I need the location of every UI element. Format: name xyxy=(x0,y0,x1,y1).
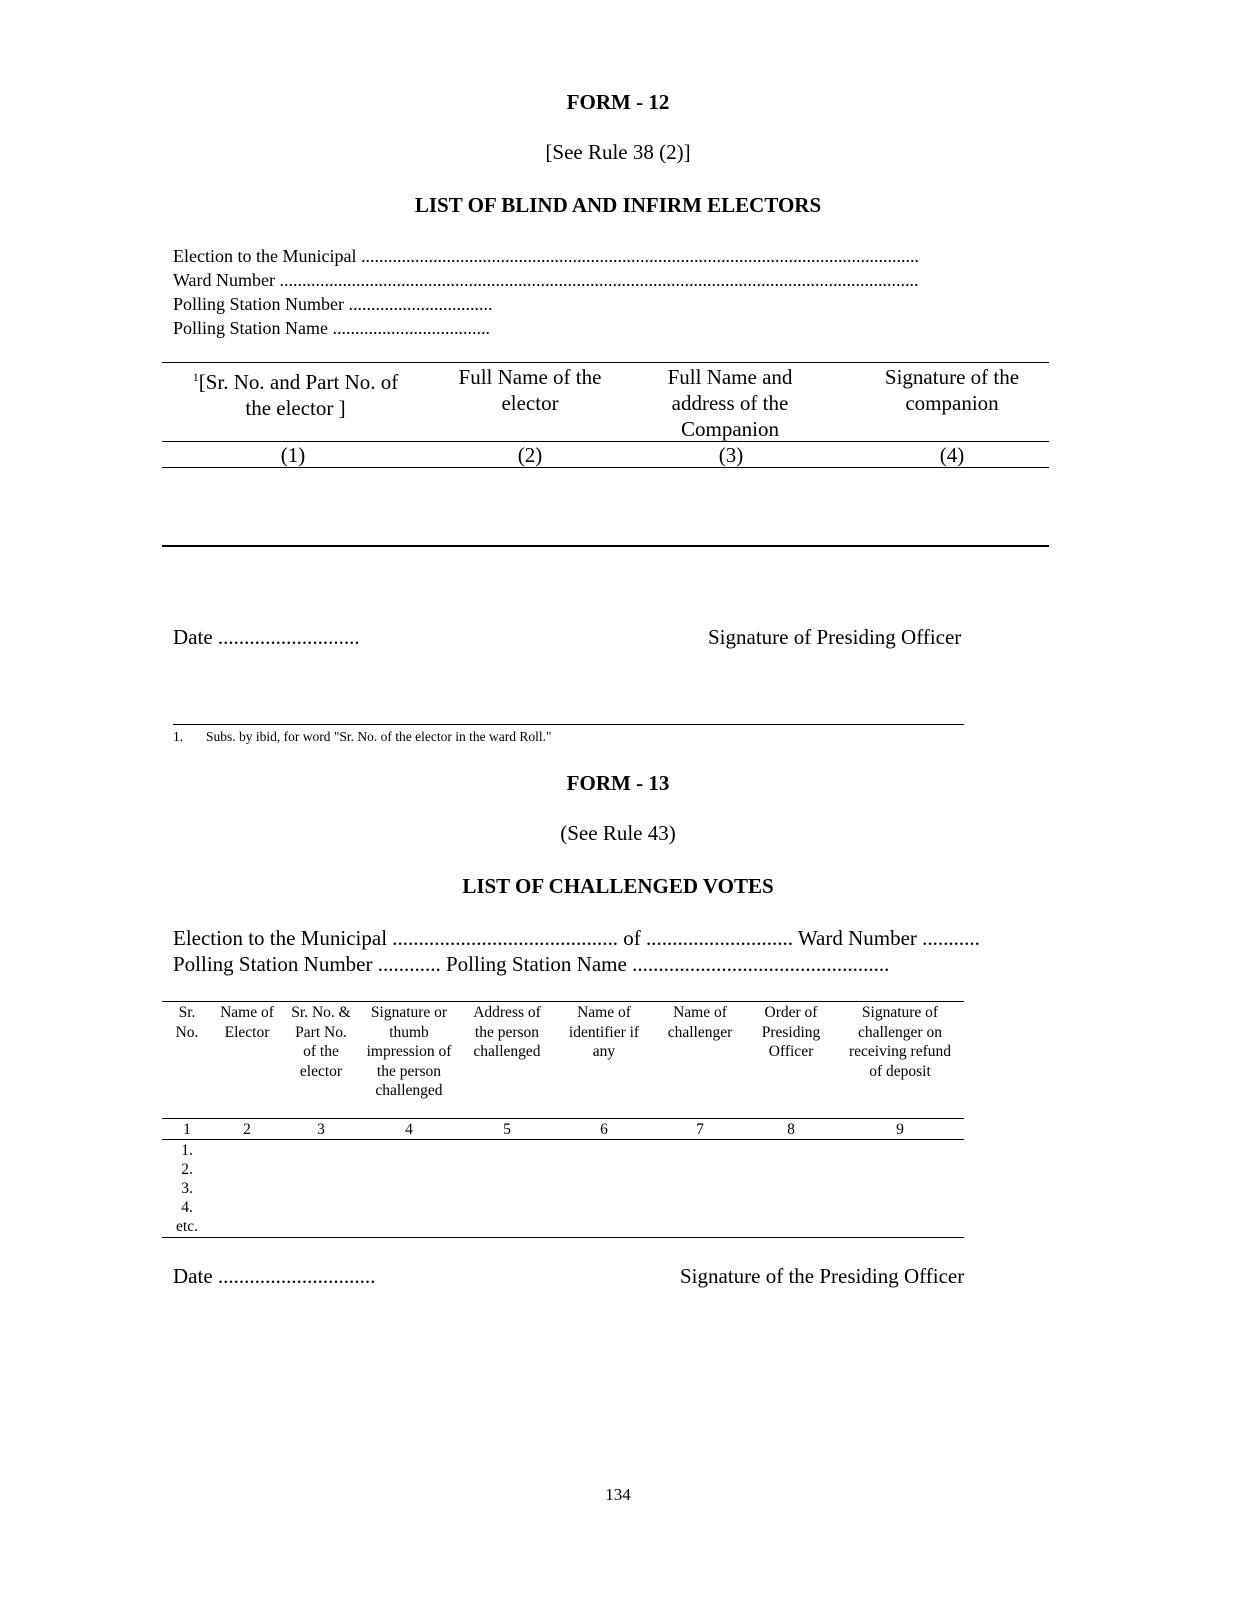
footnote-number: 1. xyxy=(173,729,184,744)
table13-bottom-rule xyxy=(162,1237,964,1238)
form13-signature: Signature of the Presiding Officer xyxy=(680,1264,965,1288)
field-ps-number: Polling Station Number ................................ xyxy=(173,294,493,314)
table12-header-4: Signature of the companion xyxy=(884,365,1020,415)
table13-header-2: Name of Elector xyxy=(220,1004,274,1041)
table13-num-2: 2 xyxy=(243,1121,251,1138)
table12-num-1: (1) xyxy=(280,443,306,467)
table13-num-6: 6 xyxy=(600,1121,608,1138)
table13-header-9: Signature of challenger on receiving refund of deposit xyxy=(849,1004,951,1080)
footnote-text: Subs. by ibid, for word "Sr. No. of the elector in the ward Roll." xyxy=(206,729,552,744)
table13-num-7: 7 xyxy=(696,1121,704,1138)
table13-row-label: 1. xyxy=(181,1142,193,1159)
form13-heading: LIST OF CHALLENGED VOTES xyxy=(462,874,774,898)
form13-line-1: Election to the Municipal ........................................... of ............................ Ward Number ........... xyxy=(173,926,980,950)
table13-header-rule xyxy=(162,1118,964,1119)
table12-header-1 xyxy=(178,364,413,421)
table13-header-1: Sr. No. xyxy=(175,1004,199,1041)
table13-number-rule xyxy=(162,1139,964,1140)
table13-header-8: Order of Presiding Officer xyxy=(761,1004,821,1061)
table12-bottom-rule xyxy=(162,545,1049,547)
table12-header-2: Full Name of the elector xyxy=(458,365,602,415)
form12-fields xyxy=(173,244,1053,340)
table13-header-4: Signature or thumb impression of the person challenged xyxy=(366,1004,452,1100)
form13-line-2: Polling Station Number ............ Polling Station Name ................................................. xyxy=(173,952,890,976)
table12-header-1-text: [Sr. No. and Part No. of the elector ] xyxy=(198,370,399,420)
form13-title: FORM - 13 xyxy=(566,771,670,795)
table13-top-rule xyxy=(162,1001,964,1002)
table12-num-3: (3) xyxy=(718,443,744,467)
table13-header-5: Address of the person challenged xyxy=(473,1004,541,1061)
table12-number-rule xyxy=(162,467,1049,468)
table13-header-3: Sr. No. & Part No. of the elector xyxy=(291,1004,351,1080)
form13-rule: (See Rule 43) xyxy=(560,821,676,845)
table13-num-8: 8 xyxy=(787,1121,795,1138)
field-election: Election to the Municipal ............................................................................................................................ xyxy=(173,246,919,266)
form12-rule: [See Rule 38 (2)] xyxy=(545,140,691,164)
table13-row-label: 3. xyxy=(181,1180,193,1197)
table12-num-2: (2) xyxy=(517,443,543,467)
form12-date: Date ........................... xyxy=(173,625,360,649)
table13-num-9: 9 xyxy=(896,1121,904,1138)
table13-num-3: 3 xyxy=(317,1121,325,1138)
form13-date: Date .............................. xyxy=(173,1264,376,1288)
table13-header-7: Name of challenger xyxy=(667,1004,733,1041)
field-ward: Ward Number .............................................................................................................................................. xyxy=(173,270,919,290)
table13-num-1: 1 xyxy=(183,1121,191,1138)
form13-fields xyxy=(173,925,1063,977)
table13-header-6: Name of identifier if any xyxy=(568,1004,640,1061)
table13-row-label: 4. xyxy=(181,1199,193,1216)
form12-signature: Signature of Presiding Officer xyxy=(708,625,962,649)
form12-title: FORM - 12 xyxy=(566,90,670,114)
field-ps-name: Polling Station Name ................................... xyxy=(173,318,490,338)
table13-row-label: etc. xyxy=(176,1218,198,1235)
form12-heading: LIST OF BLIND AND INFIRM ELECTORS xyxy=(414,193,822,217)
page-number: 134 xyxy=(605,1485,631,1504)
footnote-ref: 1 xyxy=(192,370,199,384)
table12-header-3: Full Name and address of the Companion xyxy=(667,365,793,441)
footnote-rule xyxy=(173,724,964,725)
table13-num-5: 5 xyxy=(503,1121,511,1138)
table12-num-4: (4) xyxy=(939,443,965,467)
table13-row-label: 2. xyxy=(181,1161,193,1178)
table13-num-4: 4 xyxy=(405,1121,413,1138)
table12-top-rule xyxy=(162,362,1049,363)
